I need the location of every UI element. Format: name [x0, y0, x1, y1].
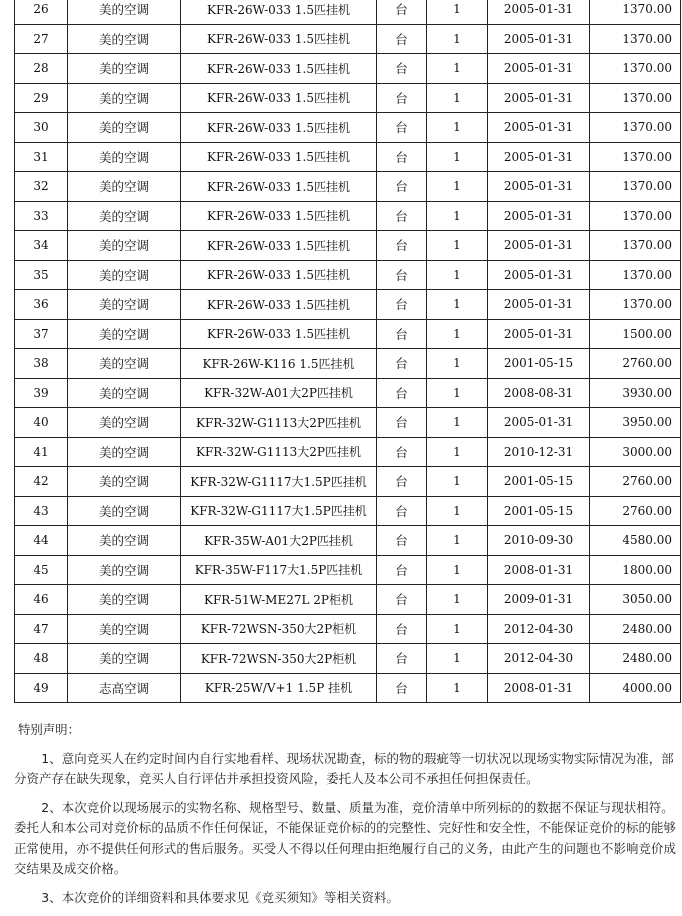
row-number: 43 — [15, 496, 68, 526]
item-unit: 台 — [377, 172, 427, 202]
item-quantity: 1 — [427, 496, 488, 526]
table-row — [15, 24, 681, 54]
item-quantity: 1 — [427, 614, 488, 644]
item-name: 美的空调 — [68, 644, 181, 674]
item-name: 美的空调 — [68, 319, 181, 349]
table-row — [15, 319, 681, 349]
item-unit: 台 — [377, 526, 427, 556]
item-name: 美的空调 — [68, 83, 181, 113]
item-model: KFR-26W-033 1.5匹挂机 — [181, 290, 377, 320]
item-name: 美的空调 — [68, 113, 181, 143]
item-unit: 台 — [377, 201, 427, 231]
item-date: 2001-05-15 — [488, 496, 590, 526]
row-number: 49 — [15, 673, 68, 703]
item-date: 2005-01-31 — [488, 408, 590, 438]
item-unit: 台 — [377, 83, 427, 113]
item-date: 2005-01-31 — [488, 24, 590, 54]
row-number: 46 — [15, 585, 68, 615]
item-date: 2001-05-15 — [488, 467, 590, 497]
item-price: 1370.00 — [590, 290, 681, 320]
item-model: KFR-32W-G1113大2P匹挂机 — [181, 437, 377, 467]
item-price: 2760.00 — [590, 496, 681, 526]
item-date: 2001-05-15 — [488, 349, 590, 379]
item-unit: 台 — [377, 231, 427, 261]
item-price: 2760.00 — [590, 467, 681, 497]
item-date: 2005-01-31 — [488, 142, 590, 172]
item-model: KFR-72WSN-350大2P柜机 — [181, 644, 377, 674]
item-unit: 台 — [377, 54, 427, 84]
table-row — [15, 201, 681, 231]
row-number: 35 — [15, 260, 68, 290]
row-number: 47 — [15, 614, 68, 644]
item-model: KFR-26W-K116 1.5匹挂机 — [181, 349, 377, 379]
table-row — [15, 673, 681, 703]
row-number: 38 — [15, 349, 68, 379]
statement-item-3: 3、本次竞价的详细资料和具体要求见《竞买须知》等相关资料。 — [41, 889, 399, 905]
table-row — [15, 349, 681, 379]
item-name: 美的空调 — [68, 231, 181, 261]
item-name: 志高空调 — [68, 673, 181, 703]
special-statement-heading: 特别声明： — [18, 722, 80, 737]
table-row — [15, 408, 681, 438]
item-quantity: 1 — [427, 673, 488, 703]
row-number: 37 — [15, 319, 68, 349]
item-date: 2005-01-31 — [488, 231, 590, 261]
item-price: 1370.00 — [590, 231, 681, 261]
item-quantity: 1 — [427, 83, 488, 113]
item-quantity: 1 — [427, 349, 488, 379]
item-model: KFR-35W-F117大1.5P匹挂机 — [181, 555, 377, 585]
special-statement — [14, 720, 678, 916]
item-name: 美的空调 — [68, 555, 181, 585]
item-unit: 台 — [377, 24, 427, 54]
table-row — [15, 290, 681, 320]
item-model: KFR-35W-A01大2P匹挂机 — [181, 526, 377, 556]
table-row — [15, 83, 681, 113]
table-row — [15, 0, 681, 24]
item-name: 美的空调 — [68, 585, 181, 615]
item-unit: 台 — [377, 644, 427, 674]
item-price: 3050.00 — [590, 585, 681, 615]
item-date: 2010-12-31 — [488, 437, 590, 467]
item-model: KFR-26W-033 1.5匹挂机 — [181, 231, 377, 261]
item-date: 2005-01-31 — [488, 54, 590, 84]
item-price: 1370.00 — [590, 54, 681, 84]
item-name: 美的空调 — [68, 496, 181, 526]
item-unit: 台 — [377, 555, 427, 585]
row-number: 42 — [15, 467, 68, 497]
item-name: 美的空调 — [68, 408, 181, 438]
table-row — [15, 231, 681, 261]
item-model: KFR-25W/V+1 1.5P 挂机 — [181, 673, 377, 703]
item-quantity: 1 — [427, 437, 488, 467]
item-date: 2008-01-31 — [488, 673, 590, 703]
item-name: 美的空调 — [68, 260, 181, 290]
asset-table-container — [14, 0, 680, 703]
item-model: KFR-26W-033 1.5匹挂机 — [181, 0, 377, 24]
item-quantity: 1 — [427, 526, 488, 556]
table-row — [15, 142, 681, 172]
row-number: 31 — [15, 142, 68, 172]
row-number: 45 — [15, 555, 68, 585]
table-row — [15, 437, 681, 467]
item-date: 2008-01-31 — [488, 555, 590, 585]
item-quantity: 1 — [427, 113, 488, 143]
item-date: 2005-01-31 — [488, 319, 590, 349]
asset-table — [14, 0, 681, 703]
item-name: 美的空调 — [68, 24, 181, 54]
item-price: 1370.00 — [590, 260, 681, 290]
item-quantity: 1 — [427, 260, 488, 290]
table-row — [15, 113, 681, 143]
item-quantity: 1 — [427, 0, 488, 24]
item-date: 2005-01-31 — [488, 201, 590, 231]
item-quantity: 1 — [427, 172, 488, 202]
item-price: 2480.00 — [590, 644, 681, 674]
item-price: 3930.00 — [590, 378, 681, 408]
item-name: 美的空调 — [68, 437, 181, 467]
item-price: 1370.00 — [590, 24, 681, 54]
item-unit: 台 — [377, 319, 427, 349]
item-name: 美的空调 — [68, 349, 181, 379]
row-number: 44 — [15, 526, 68, 556]
table-row — [15, 496, 681, 526]
item-quantity: 1 — [427, 467, 488, 497]
item-name: 美的空调 — [68, 290, 181, 320]
table-row — [15, 644, 681, 674]
item-date: 2005-01-31 — [488, 260, 590, 290]
item-quantity: 1 — [427, 378, 488, 408]
item-model: KFR-26W-033 1.5匹挂机 — [181, 113, 377, 143]
item-model: KFR-26W-033 1.5匹挂机 — [181, 24, 377, 54]
item-unit: 台 — [377, 467, 427, 497]
item-name: 美的空调 — [68, 467, 181, 497]
asset-table-body — [15, 0, 681, 703]
item-unit: 台 — [377, 673, 427, 703]
item-price: 1370.00 — [590, 113, 681, 143]
item-quantity: 1 — [427, 290, 488, 320]
item-date: 2005-01-31 — [488, 290, 590, 320]
item-date: 2005-01-31 — [488, 172, 590, 202]
item-price: 4000.00 — [590, 673, 681, 703]
item-price: 3000.00 — [590, 437, 681, 467]
item-name: 美的空调 — [68, 54, 181, 84]
item-price: 1370.00 — [590, 201, 681, 231]
item-quantity: 1 — [427, 555, 488, 585]
item-price: 1800.00 — [590, 555, 681, 585]
item-date: 2012-04-30 — [488, 614, 590, 644]
item-unit: 台 — [377, 437, 427, 467]
row-number: 48 — [15, 644, 68, 674]
item-price: 2760.00 — [590, 349, 681, 379]
item-name: 美的空调 — [68, 0, 181, 24]
table-row — [15, 260, 681, 290]
item-name: 美的空调 — [68, 614, 181, 644]
item-price: 1370.00 — [590, 142, 681, 172]
item-price: 2480.00 — [590, 614, 681, 644]
item-model: KFR-72WSN-350大2P柜机 — [181, 614, 377, 644]
row-number: 40 — [15, 408, 68, 438]
item-date: 2005-01-31 — [488, 113, 590, 143]
item-model: KFR-32W-G1113大2P匹挂机 — [181, 408, 377, 438]
item-model: KFR-26W-033 1.5匹挂机 — [181, 172, 377, 202]
item-name: 美的空调 — [68, 526, 181, 556]
item-unit: 台 — [377, 378, 427, 408]
item-price: 4580.00 — [590, 526, 681, 556]
item-quantity: 1 — [427, 24, 488, 54]
table-row — [15, 585, 681, 615]
item-date: 2010-09-30 — [488, 526, 590, 556]
row-number: 29 — [15, 83, 68, 113]
item-unit: 台 — [377, 113, 427, 143]
item-model: KFR-26W-033 1.5匹挂机 — [181, 83, 377, 113]
item-model: KFR-32W-A01大2P匹挂机 — [181, 378, 377, 408]
item-model: KFR-32W-G1117大1.5P匹挂机 — [181, 496, 377, 526]
item-price: 1370.00 — [590, 83, 681, 113]
row-number: 27 — [15, 24, 68, 54]
statement-item-2: 2、本次竞价以现场展示的实物名称、规格型号、数量、质量为准，竞价清单中所列标的的数据不保证与现状相符。委托人和本公司对竞价标的品质不作任何保证，不能保证竞价标的的完整性、完好性和安全性，不能保证竞价的标的能够正常使用，亦不提供任何形式的售后服务。买受人不得以任何理由拒绝履行自己的义务，由此产生的问题也不影响竞价成交结果及成交价格。 — [14, 799, 677, 876]
item-unit: 台 — [377, 260, 427, 290]
item-quantity: 1 — [427, 319, 488, 349]
row-number: 26 — [15, 0, 68, 24]
row-number: 30 — [15, 113, 68, 143]
item-price: 1370.00 — [590, 172, 681, 202]
item-price: 3950.00 — [590, 408, 681, 438]
item-name: 美的空调 — [68, 378, 181, 408]
item-model: KFR-32W-G1117大1.5P匹挂机 — [181, 467, 377, 497]
row-number: 32 — [15, 172, 68, 202]
item-model: KFR-26W-033 1.5匹挂机 — [181, 260, 377, 290]
item-unit: 台 — [377, 142, 427, 172]
item-price: 1500.00 — [590, 319, 681, 349]
item-quantity: 1 — [427, 142, 488, 172]
item-quantity: 1 — [427, 585, 488, 615]
item-name: 美的空调 — [68, 172, 181, 202]
item-model: KFR-26W-033 1.5匹挂机 — [181, 54, 377, 84]
row-number: 36 — [15, 290, 68, 320]
item-quantity: 1 — [427, 408, 488, 438]
item-model: KFR-26W-033 1.5匹挂机 — [181, 201, 377, 231]
row-number: 39 — [15, 378, 68, 408]
statement-item-1: 1、意向竞买人在约定时间内自行实地看样、现场状况勘查，标的物的瑕疵等一切状况以现场实物实际情况为准，部分资产存在缺失现象，竞买人自行评估并承担投资风险，委托人及本公司不承担任何担保责任。 — [14, 750, 674, 786]
item-unit: 台 — [377, 290, 427, 320]
table-row — [15, 555, 681, 585]
item-unit: 台 — [377, 614, 427, 644]
item-model: KFR-26W-033 1.5匹挂机 — [181, 142, 377, 172]
item-quantity: 1 — [427, 231, 488, 261]
table-row — [15, 54, 681, 84]
table-row — [15, 614, 681, 644]
row-number: 34 — [15, 231, 68, 261]
item-unit: 台 — [377, 496, 427, 526]
item-name: 美的空调 — [68, 201, 181, 231]
item-unit: 台 — [377, 585, 427, 615]
row-number: 33 — [15, 201, 68, 231]
item-unit: 台 — [377, 408, 427, 438]
item-date: 2012-04-30 — [488, 644, 590, 674]
row-number: 41 — [15, 437, 68, 467]
item-model: KFR-51W-ME27L 2P柜机 — [181, 585, 377, 615]
item-quantity: 1 — [427, 54, 488, 84]
table-row — [15, 526, 681, 556]
item-name: 美的空调 — [68, 142, 181, 172]
row-number: 28 — [15, 54, 68, 84]
item-date: 2009-01-31 — [488, 585, 590, 615]
item-date: 2008-08-31 — [488, 378, 590, 408]
item-model: KFR-26W-033 1.5匹挂机 — [181, 319, 377, 349]
table-row — [15, 172, 681, 202]
item-price: 1370.00 — [590, 0, 681, 24]
item-quantity: 1 — [427, 201, 488, 231]
item-date: 2005-01-31 — [488, 83, 590, 113]
table-row — [15, 467, 681, 497]
table-row — [15, 378, 681, 408]
item-unit: 台 — [377, 0, 427, 24]
item-date: 2005-01-31 — [488, 0, 590, 24]
item-unit: 台 — [377, 349, 427, 379]
item-quantity: 1 — [427, 644, 488, 674]
